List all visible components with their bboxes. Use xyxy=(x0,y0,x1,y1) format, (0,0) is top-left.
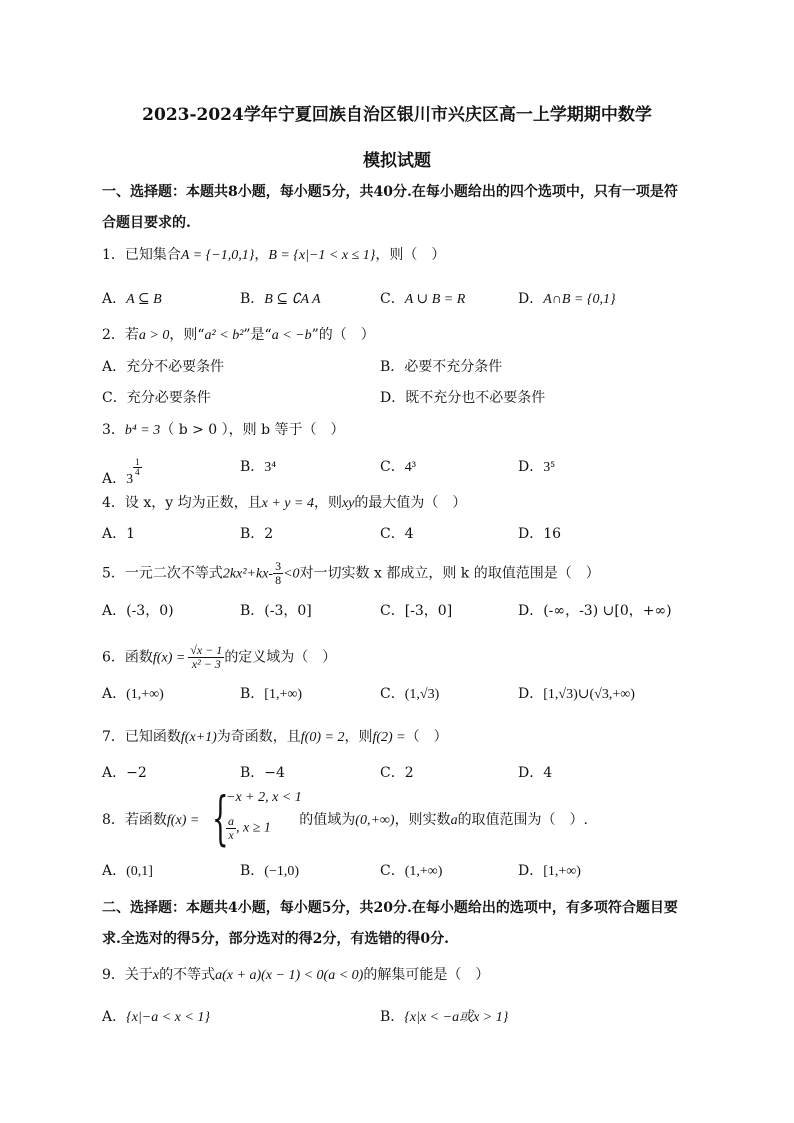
question-3: 3．b⁴ = 3（ b > 0 ），则 b 等于（ ） xyxy=(102,422,345,438)
question-5: 5．一元二次不等式2kx²+kx- $\frac{3}{8}$ <0对一切实数 x 都成立，则 k 的取值范围是（ ） xyxy=(102,559,600,587)
q1-option-b: B．B ⊆ ∁A A xyxy=(240,291,321,307)
q7-option-c: C．2 xyxy=(380,765,414,781)
q1-option-c: C．A ∪ B = R xyxy=(380,291,466,307)
q5-option-b: B．(-3，0] xyxy=(240,603,312,619)
q7-option-a: A．−2 xyxy=(102,765,147,781)
q8-piece-2: $\frac{a}{x}$ , x ≥ 1 xyxy=(228,814,271,842)
q4-option-c: C．4 xyxy=(380,526,414,542)
q8-option-d: D．[1,+∞) xyxy=(518,863,581,879)
section1-heading: 一、选择题：本题共8小题，每小题5分，共40分.在每小题给出的四个选项中，只有一项是符 xyxy=(102,184,678,200)
q4-option-d: D．16 xyxy=(518,526,562,542)
question-9: 9．关于x的不等式a(x + a)(x − 1) < 0(a < 0)的解集可能是（ ） xyxy=(102,967,490,983)
q9-option-b: B．{x|x < −a或x > 1} xyxy=(380,1009,509,1025)
q3-option-a: A．3 $\frac{1}{4}$ xyxy=(102,457,140,487)
q1-option-d: D．A∩B = {0,1} xyxy=(518,291,616,307)
q9-option-a: A．{x|−a < x < 1} xyxy=(102,1009,210,1025)
exam-title: 2023-2024学年宁夏回族自治区银川市兴庆区高一上学期期中数学 xyxy=(142,105,652,125)
section1-heading-cont: 合题目要求的. xyxy=(102,215,191,231)
q5-option-c: C．[-3，0] xyxy=(380,603,453,619)
q3-option-b: B．3⁴ xyxy=(240,459,277,475)
q6-option-c: C．(1,√3) xyxy=(380,686,440,702)
question-4: 4．设 x，y 均为正数，且x + y = 4，则xy的最大值为（ ） xyxy=(102,495,467,511)
question-8: 8．若函数f(x) = 的值域为(0,+∞)，则实数a的取值范围为（ ）. xyxy=(102,812,589,828)
q2-option-c: C．充分必要条件 xyxy=(102,390,211,406)
q3-option-c: C．4³ xyxy=(380,459,416,475)
q2-option-d: D．既不充分也不必要条件 xyxy=(380,390,546,406)
q6-option-b: B．[1,+∞) xyxy=(240,686,302,702)
q8-option-b: B．(−1,0) xyxy=(240,863,300,879)
question-2: 2．若a > 0，则“a² < b²”是“a < −b”的（ ） xyxy=(102,327,375,343)
q6-option-d: D．[1,√3)∪(√3,+∞) xyxy=(518,686,635,702)
question-6: 6．函数f(x) = $\frac{√x - 1}{\text{x² − 3}}$ 的定义域为（ ） xyxy=(102,643,337,671)
q1-option-a: A．A ⊆ B xyxy=(102,291,162,307)
section2-heading: 二、选择题：本题共4小题，每小题5分，共20分.在每小题给出的选项中，有多项符合题目要 xyxy=(102,900,678,916)
question-7: 7．已知函数f(x+1)为奇函数，且f(0) = 2，则f(2) =（ ） xyxy=(102,729,448,745)
exam-subtitle: 模拟试题 xyxy=(363,151,431,171)
q6-option-a: A．(1,+∞) xyxy=(102,686,164,702)
q5-option-d: D．(-∞，-3) ∪[0，+∞) xyxy=(518,603,672,619)
q7-option-b: B．−4 xyxy=(240,765,285,781)
q5-option-a: A．(-3，0) xyxy=(102,603,174,619)
q7-option-d: D．4 xyxy=(518,765,553,781)
q4-option-a: A．1 xyxy=(102,526,136,542)
q2-option-b: B．必要不充分条件 xyxy=(380,359,503,375)
q8-piece-1: −x + 2, x < 1 xyxy=(226,790,302,805)
section2-heading-cont: 求.全选对的得5分，部分选对的得2分，有选错的得0分. xyxy=(102,931,449,947)
q3-option-d: D．3⁵ xyxy=(518,459,556,475)
piecewise-brace: { xyxy=(212,784,229,852)
q4-option-b: B．2 xyxy=(240,526,274,542)
q8-option-a: A．(0,1] xyxy=(102,863,153,879)
question-1: 1．已知集合A = {−1,0,1}，B = {x|−1 < x ≤ 1}，则（ ） xyxy=(102,247,446,263)
q8-option-c: C．(1,+∞) xyxy=(380,863,443,879)
q2-option-a: A．充分不必要条件 xyxy=(102,359,225,375)
